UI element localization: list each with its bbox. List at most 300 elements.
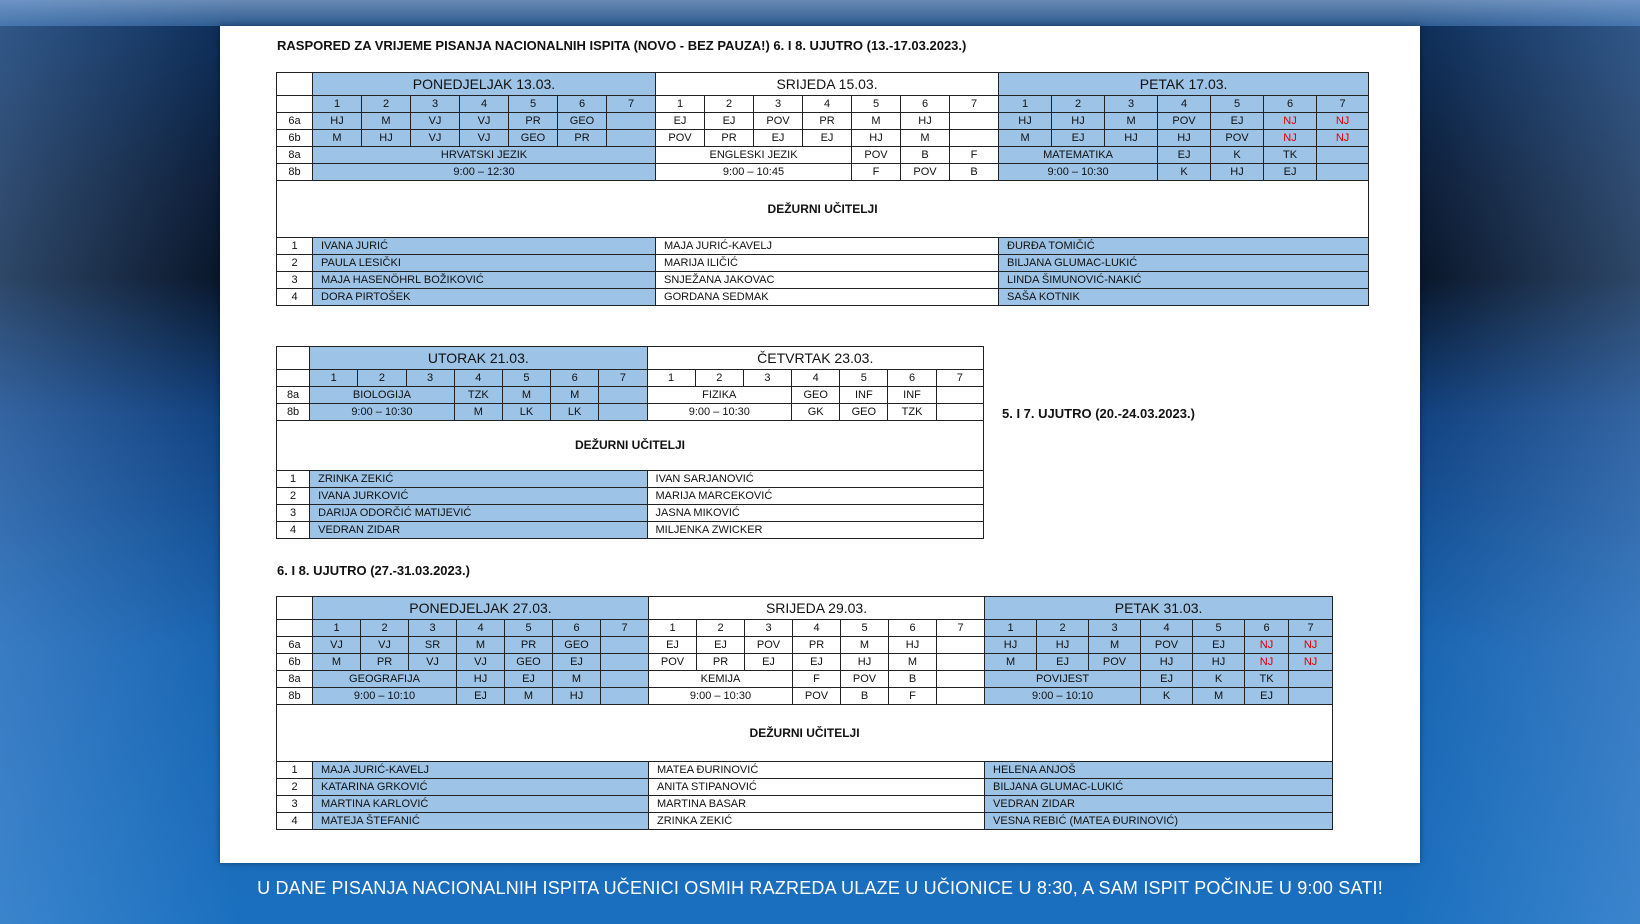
table-cell: EJ: [793, 654, 841, 671]
table-cell: [599, 404, 647, 421]
table-cell: F: [793, 671, 841, 688]
duty-row: [277, 272, 1369, 289]
table-cell: HJ: [999, 113, 1052, 130]
table-cell: VJ: [361, 637, 409, 654]
table-cell: M: [454, 404, 502, 421]
table-cell: POV: [852, 147, 901, 164]
table-cell: VJ: [409, 654, 457, 671]
table-cell: 5: [1211, 96, 1264, 113]
duty-row: [277, 471, 984, 488]
table-cell: 1: [999, 96, 1052, 113]
section-title-week2: 5. I 7. UJUTRO (20.-24.03.2023.): [1002, 406, 1195, 421]
duty-row: [277, 522, 984, 539]
table-cell: IVAN SARJANOVIĆ: [647, 471, 983, 488]
day-header: PETAK 31.03.: [985, 597, 1333, 620]
table-cell: POV: [656, 130, 705, 147]
table-cell: [601, 637, 649, 654]
table-cell: NJ: [1317, 113, 1369, 130]
table-cell: VJ: [460, 130, 509, 147]
period-row: [277, 370, 984, 387]
table-cell: 2: [358, 370, 406, 387]
table-cell: GEO: [553, 637, 601, 654]
table-cell: B: [901, 147, 950, 164]
table-cell: 2: [277, 779, 313, 796]
table-cell: MARIJA ILIČIĆ: [656, 255, 999, 272]
background-glow-left: [0, 0, 240, 924]
table-cell: 4: [277, 522, 310, 539]
table-cell: 1: [313, 620, 361, 637]
table-cell: HJ: [889, 637, 937, 654]
table-cell: M: [457, 637, 505, 654]
table-cell: [937, 637, 985, 654]
period-row: [277, 620, 1333, 637]
schedule-document: [220, 26, 1420, 863]
class-label: 8a: [277, 387, 310, 404]
table-cell: M: [502, 387, 550, 404]
table-cell: GEO: [840, 404, 888, 421]
table-cell: K: [1193, 671, 1245, 688]
table-cell: [607, 113, 656, 130]
table-cell: 2: [361, 620, 409, 637]
table-cell: 1: [277, 238, 313, 255]
table-cell: INF: [840, 387, 888, 404]
table-cell: F: [889, 688, 937, 705]
table-cell: PR: [705, 130, 754, 147]
table-cell: 7: [950, 96, 999, 113]
table-cell: NJ: [1245, 654, 1289, 671]
table-cell: MARIJA MARCEKOVIĆ: [647, 488, 983, 505]
table-cell: TZK: [454, 387, 502, 404]
document-title: RASPORED ZA VRIJEME PISANJA NACIONALNIH ISPITA (NOVO - BEZ PAUZA!) 6. I 8. UJUTRO (13.-17.03.2023.): [277, 38, 967, 53]
table-cell: 4: [1158, 96, 1211, 113]
day-header: UTORAK 21.03.: [310, 347, 647, 370]
table-cell: LINDA ŠIMUNOVIĆ-NAKIĆ: [999, 272, 1369, 289]
table-cell: 6: [1264, 96, 1317, 113]
table-cell: DORA PIRTOŠEK: [313, 289, 656, 306]
table-cell: VJ: [411, 113, 460, 130]
duty-row: [277, 289, 1369, 306]
table-cell: POV: [649, 654, 697, 671]
exam-subject: ENGLESKI JEZIK: [656, 147, 852, 164]
table-cell: BILJANA GLUMAC-LUKIĆ: [985, 779, 1333, 796]
exam-time: 9:00 – 10:30: [310, 404, 455, 421]
class-label: 8b: [277, 688, 313, 705]
table-cell: PR: [361, 654, 409, 671]
exam-subject: BIOLOGIJA: [310, 387, 455, 404]
table-cell: [950, 113, 999, 130]
table-cell: POV: [901, 164, 950, 181]
corner-cell: [277, 347, 310, 370]
class-label: 6a: [277, 113, 313, 130]
table-cell: 5: [1193, 620, 1245, 637]
duty-row: [277, 796, 1333, 813]
table-cell: PR: [793, 637, 841, 654]
table-cell: TK: [1264, 147, 1317, 164]
table-cell: 6: [558, 96, 607, 113]
table-cell: JASNA MIKOVIĆ: [647, 505, 983, 522]
exam-subject: FIZIKA: [647, 387, 792, 404]
table-cell: HJ: [841, 654, 889, 671]
table-cell: MAJA HASENÖHRL BOŽIKOVIĆ: [313, 272, 656, 289]
table-cell: [1289, 671, 1333, 688]
table-cell: POV: [754, 113, 803, 130]
table-cell: EJ: [745, 654, 793, 671]
table-cell: 4: [460, 96, 509, 113]
table-cell: M: [999, 130, 1052, 147]
table-cell: [950, 130, 999, 147]
class-label: 8a: [277, 671, 313, 688]
table-cell: PAULA LESIČKI: [313, 255, 656, 272]
table-row: [277, 347, 984, 370]
table-cell: VJ: [313, 637, 361, 654]
table-cell: 7: [601, 620, 649, 637]
table-cell: [1317, 164, 1369, 181]
table-cell: HJ: [553, 688, 601, 705]
table-cell: [601, 671, 649, 688]
table-cell: 4: [454, 370, 502, 387]
table-cell: 7: [1317, 96, 1369, 113]
table-cell: VJ: [460, 113, 509, 130]
table-cell: HJ: [362, 130, 411, 147]
table-cell: M: [551, 387, 599, 404]
table-cell: 1: [985, 620, 1037, 637]
table-cell: M: [889, 654, 937, 671]
table-cell: 5: [852, 96, 901, 113]
table-cell: 2: [1037, 620, 1089, 637]
day-header: ČETVRTAK 23.03.: [647, 347, 983, 370]
table-cell: 7: [936, 370, 983, 387]
class-row-8b: [277, 404, 984, 421]
exam-subject: MATEMATIKA: [999, 147, 1158, 164]
table-cell: 6: [1245, 620, 1289, 637]
table-cell: ĐURĐA TOMIČIĆ: [999, 238, 1369, 255]
table-cell: HJ: [852, 130, 901, 147]
table-cell: NJ: [1289, 637, 1333, 654]
table-cell: MARTINA KARLOVIĆ: [313, 796, 649, 813]
table-cell: 1: [647, 370, 695, 387]
table-cell: PR: [803, 113, 852, 130]
table-cell: 1: [649, 620, 697, 637]
table-cell: 2: [697, 620, 745, 637]
table-cell: HELENA ANJOŠ: [985, 762, 1333, 779]
table-cell: F: [950, 147, 999, 164]
table-cell: GEO: [558, 113, 607, 130]
table-cell: 1: [656, 96, 705, 113]
table-cell: VESNA REBIĆ (MATEA ĐURINOVIĆ): [985, 813, 1333, 830]
table-row: [277, 73, 1369, 96]
table-cell: 1: [310, 370, 358, 387]
table-cell: POV: [841, 671, 889, 688]
section-title-week3: 6. I 8. UJUTRO (27.-31.03.2023.): [277, 563, 470, 578]
table-cell: EJ: [754, 130, 803, 147]
table-cell: 4: [793, 620, 841, 637]
background-glow-right: [1400, 0, 1640, 924]
table-cell: DARIJA ODORČIĆ MATIJEVIĆ: [310, 505, 647, 522]
table-cell: PR: [505, 637, 553, 654]
exam-time: 9:00 – 10:30: [999, 164, 1158, 181]
duty-row: [277, 488, 984, 505]
duty-teachers-heading: DEŽURNI UČITELJI: [277, 421, 984, 471]
table-cell: IVANA JURKOVIĆ: [310, 488, 647, 505]
day-header: SRIJEDA 29.03.: [649, 597, 985, 620]
table-cell: 3: [277, 505, 310, 522]
table-cell: IVANA JURIĆ: [313, 238, 656, 255]
table-cell: NJ: [1264, 113, 1317, 130]
table-cell: [277, 620, 313, 637]
table-cell: HJ: [1105, 130, 1158, 147]
table-cell: 7: [607, 96, 656, 113]
duty-teachers-heading: DEŽURNI UČITELJI: [277, 181, 1369, 238]
table-cell: HJ: [1037, 637, 1089, 654]
table-cell: 5: [502, 370, 550, 387]
table-cell: 7: [937, 620, 985, 637]
table-cell: [937, 688, 985, 705]
table-cell: 5: [505, 620, 553, 637]
table-cell: [936, 404, 983, 421]
table-cell: EJ: [1037, 654, 1089, 671]
table-cell: MAJA JURIĆ-KAVELJ: [656, 238, 999, 255]
table-cell: 6: [551, 370, 599, 387]
corner-cell: [277, 597, 313, 620]
table-cell: ZRINKA ZEKIĆ: [310, 471, 647, 488]
exam-subject: GEOGRAFIJA: [313, 671, 457, 688]
table-cell: 2: [277, 488, 310, 505]
table-cell: EJ: [1264, 164, 1317, 181]
table-row: [277, 181, 1369, 238]
corner-cell: [277, 73, 313, 96]
table-cell: HJ: [313, 113, 362, 130]
table-cell: EJ: [649, 637, 697, 654]
table-cell: GORDANA SEDMAK: [656, 289, 999, 306]
table-cell: VJ: [411, 130, 460, 147]
table-cell: 3: [406, 370, 454, 387]
table-cell: EJ: [1052, 130, 1105, 147]
day-header: SRIJEDA 15.03.: [656, 73, 999, 96]
table-cell: 3: [277, 796, 313, 813]
table-cell: EJ: [1245, 688, 1289, 705]
class-label: 6b: [277, 130, 313, 147]
table-cell: SNJEŽANA JAKOVAC: [656, 272, 999, 289]
table-cell: 4: [277, 813, 313, 830]
table-cell: 2: [705, 96, 754, 113]
footer-notice: U DANE PISANJA NACIONALNIH ISPITA UČENICI OSMIH RAZREDA ULAZE U UČIONICE U 8:30, A SAM ISPIT POČINJE U 9:00 SATI!: [257, 878, 1383, 898]
table-cell: BILJANA GLUMAC-LUKIĆ: [999, 255, 1369, 272]
table-cell: HJ: [1158, 130, 1211, 147]
table-cell: MATEA ĐURINOVIĆ: [649, 762, 985, 779]
table-cell: 3: [745, 620, 793, 637]
class-row-8b: [277, 688, 1333, 705]
table-cell: 6: [553, 620, 601, 637]
table-cell: 5: [509, 96, 558, 113]
exam-subject: POVIJEST: [985, 671, 1141, 688]
table-cell: LK: [502, 404, 550, 421]
schedule-table-week3: [276, 596, 1333, 830]
exam-time: 9:00 – 10:10: [313, 688, 457, 705]
table-cell: [599, 387, 647, 404]
class-row-6b: [277, 654, 1333, 671]
table-cell: 4: [457, 620, 505, 637]
exam-time: 9:00 – 10:45: [656, 164, 852, 181]
duty-row: [277, 255, 1369, 272]
table-cell: [937, 671, 985, 688]
table-cell: M: [313, 130, 362, 147]
table-cell: 4: [803, 96, 852, 113]
class-row-6a: [277, 113, 1369, 130]
table-cell: [607, 130, 656, 147]
table-row: [277, 597, 1333, 620]
table-cell: M: [1089, 637, 1141, 654]
table-cell: 7: [1289, 620, 1333, 637]
table-cell: K: [1158, 164, 1211, 181]
class-row-6a: [277, 637, 1333, 654]
table-cell: MARTINA BASAR: [649, 796, 985, 813]
table-cell: 4: [277, 289, 313, 306]
day-header: PONEDJELJAK 27.03.: [313, 597, 649, 620]
table-cell: SR: [409, 637, 457, 654]
table-cell: 1: [277, 471, 310, 488]
table-cell: 6: [889, 620, 937, 637]
table-cell: [1289, 688, 1333, 705]
class-row-8a: [277, 387, 984, 404]
table-cell: 3: [1105, 96, 1158, 113]
exam-time: 9:00 – 10:30: [647, 404, 792, 421]
table-cell: EJ: [1211, 113, 1264, 130]
table-cell: TK: [1245, 671, 1289, 688]
table-cell: GEO: [505, 654, 553, 671]
table-cell: M: [901, 130, 950, 147]
table-cell: PR: [558, 130, 607, 147]
table-cell: [601, 688, 649, 705]
duty-row: [277, 779, 1333, 796]
class-row-8a: [277, 147, 1369, 164]
table-cell: 2: [695, 370, 743, 387]
period-row: [277, 96, 1369, 113]
duty-row: [277, 238, 1369, 255]
table-cell: NJ: [1289, 654, 1333, 671]
class-label: 8b: [277, 404, 310, 421]
table-cell: HJ: [457, 671, 505, 688]
table-cell: 5: [840, 370, 888, 387]
table-cell: M: [553, 671, 601, 688]
table-cell: M: [313, 654, 361, 671]
exam-time: 9:00 – 12:30: [313, 164, 656, 181]
class-row-8a: [277, 671, 1333, 688]
table-cell: ZRINKA ZEKIĆ: [649, 813, 985, 830]
table-cell: 4: [792, 370, 840, 387]
table-cell: B: [950, 164, 999, 181]
class-label: 8a: [277, 147, 313, 164]
table-cell: M: [1105, 113, 1158, 130]
table-cell: B: [841, 688, 889, 705]
table-cell: M: [852, 113, 901, 130]
table-cell: 3: [411, 96, 460, 113]
table-cell: PR: [697, 654, 745, 671]
duty-row: [277, 813, 1333, 830]
table-cell: B: [889, 671, 937, 688]
table-cell: POV: [793, 688, 841, 705]
class-label: 8b: [277, 164, 313, 181]
table-cell: [277, 370, 310, 387]
table-cell: M: [362, 113, 411, 130]
table-cell: 5: [841, 620, 889, 637]
table-cell: HJ: [1141, 654, 1193, 671]
table-cell: K: [1141, 688, 1193, 705]
table-cell: POV: [1211, 130, 1264, 147]
table-cell: 3: [754, 96, 803, 113]
table-cell: MILJENKA ZWICKER: [647, 522, 983, 539]
table-cell: 3: [409, 620, 457, 637]
class-label: 6a: [277, 637, 313, 654]
table-cell: EJ: [1193, 637, 1245, 654]
schedule-table-week1: [276, 72, 1369, 306]
table-cell: [601, 654, 649, 671]
table-cell: NJ: [1264, 130, 1317, 147]
table-cell: EJ: [505, 671, 553, 688]
table-cell: EJ: [1141, 671, 1193, 688]
table-cell: VEDRAN ZIDAR: [985, 796, 1333, 813]
table-cell: HJ: [985, 637, 1037, 654]
table-cell: HJ: [1211, 164, 1264, 181]
table-cell: EJ: [705, 113, 754, 130]
table-cell: EJ: [1158, 147, 1211, 164]
table-cell: KATARINA GRKOVIĆ: [313, 779, 649, 796]
class-row-8b: [277, 164, 1369, 181]
table-cell: MATEJA ŠTEFANIĆ: [313, 813, 649, 830]
table-cell: LK: [551, 404, 599, 421]
exam-subject: HRVATSKI JEZIK: [313, 147, 656, 164]
table-cell: M: [985, 654, 1037, 671]
schedule-table-week2: [276, 346, 984, 539]
top-band: [0, 0, 1640, 26]
table-cell: EJ: [457, 688, 505, 705]
table-cell: 7: [599, 370, 647, 387]
table-cell: 4: [1141, 620, 1193, 637]
table-cell: PR: [509, 113, 558, 130]
table-cell: EJ: [553, 654, 601, 671]
table-cell: ANITA STIPANOVIĆ: [649, 779, 985, 796]
table-cell: POV: [745, 637, 793, 654]
table-cell: HJ: [901, 113, 950, 130]
table-cell: HJ: [1052, 113, 1105, 130]
table-cell: INF: [888, 387, 936, 404]
table-cell: 2: [362, 96, 411, 113]
duty-row: [277, 762, 1333, 779]
duty-teachers-heading: DEŽURNI UČITELJI: [277, 705, 1333, 762]
table-cell: 3: [743, 370, 791, 387]
day-header: PETAK 17.03.: [999, 73, 1369, 96]
table-cell: M: [505, 688, 553, 705]
table-row: [277, 421, 984, 471]
table-cell: 2: [1052, 96, 1105, 113]
table-cell: EJ: [803, 130, 852, 147]
table-row: [277, 705, 1333, 762]
table-cell: K: [1211, 147, 1264, 164]
table-cell: NJ: [1245, 637, 1289, 654]
table-cell: 1: [313, 96, 362, 113]
table-cell: GEO: [509, 130, 558, 147]
exam-time: 9:00 – 10:30: [649, 688, 793, 705]
table-cell: GK: [792, 404, 840, 421]
class-label: 6b: [277, 654, 313, 671]
class-row-6b: [277, 130, 1369, 147]
table-cell: GEO: [792, 387, 840, 404]
table-cell: [277, 96, 313, 113]
table-cell: M: [1193, 688, 1245, 705]
table-cell: EJ: [656, 113, 705, 130]
table-cell: VJ: [457, 654, 505, 671]
table-cell: HJ: [1193, 654, 1245, 671]
table-cell: [936, 387, 983, 404]
